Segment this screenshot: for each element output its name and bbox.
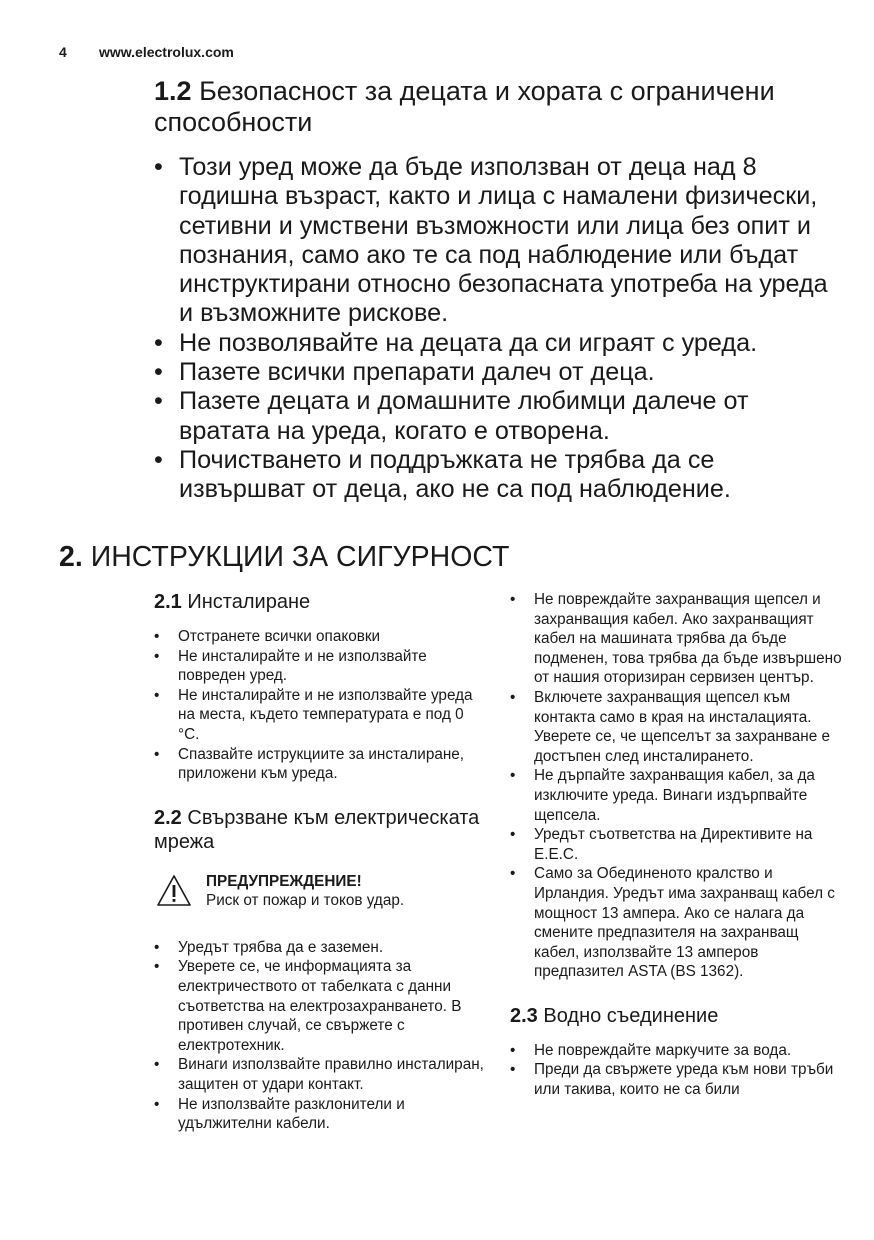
list-item-text: Този уред може да бъде използван от деца над 8 годишна възраст, както и лица с намалени физически, сетивни и умствени възможности или лица без опит и познания, само ако те са под наблюдение или бъдат инструктирани относно безопасната употреба на уреда и възможните рискове. bbox=[179, 153, 828, 328]
list-item bbox=[154, 938, 484, 958]
list-item bbox=[154, 647, 484, 686]
bullet: • bbox=[154, 153, 163, 181]
section-2-1-heading bbox=[154, 590, 484, 614]
bullet: • bbox=[510, 865, 516, 883]
section-2-2-number: 2.2 bbox=[154, 806, 182, 829]
list-item-text: Отстранете всички опаковки bbox=[178, 628, 381, 645]
section-2-1-number: 2.1 bbox=[154, 591, 182, 613]
right-column bbox=[510, 590, 845, 1100]
website-url: www.electrolux.com bbox=[99, 44, 234, 60]
bullet: • bbox=[510, 826, 516, 844]
list-item bbox=[154, 957, 484, 1055]
bullet: • bbox=[154, 445, 163, 474]
section-2-2-list bbox=[154, 938, 484, 1134]
list-item-text: Не дърпайте захранващия кабел, за да изключите уреда. Винаги издърпвайте щепсела. bbox=[534, 767, 815, 824]
section-2-3-list bbox=[510, 1041, 845, 1100]
page-number: 4 bbox=[59, 44, 67, 60]
list-item-text: Не инсталирайте и не използвайте повреден уред. bbox=[178, 647, 427, 685]
warning-triangle-icon bbox=[156, 874, 192, 908]
list-item bbox=[154, 387, 844, 446]
bullet: • bbox=[510, 688, 516, 706]
section-1-2-number: 1.2 bbox=[154, 76, 192, 106]
bullet: • bbox=[154, 1095, 160, 1113]
list-item-text: Спазвайте иструкциите за инсталиране, приложени към уреда. bbox=[178, 745, 465, 783]
bullet: • bbox=[154, 745, 160, 763]
section-1-2-title: Безопасност за децата и хората с ограничени способности bbox=[154, 76, 775, 137]
bullet: • bbox=[510, 1061, 516, 1079]
bullet: • bbox=[154, 958, 160, 976]
bullet: • bbox=[154, 938, 160, 956]
warning-box bbox=[154, 872, 484, 912]
section-2-2-title: Свързване към електрическата мрежа bbox=[154, 806, 480, 853]
list-item bbox=[510, 864, 845, 982]
section-1-2-list bbox=[154, 153, 844, 505]
section-2-title: ИНСТРУКЦИИ ЗА СИГУРНОСТ bbox=[90, 541, 510, 573]
bullet: • bbox=[154, 1056, 160, 1074]
list-item-text: Не повреждайте маркучите за вода. bbox=[534, 1041, 792, 1059]
left-column bbox=[154, 590, 484, 1134]
list-item bbox=[154, 446, 844, 505]
section-2-3-title: Водно съединение bbox=[543, 1004, 719, 1027]
list-item-text: Уверете се, че информацията за електричеството от табелката с данни съответства на електрозахранването. В противен случай, се свържете с електротехник. bbox=[178, 958, 462, 1054]
list-item bbox=[510, 825, 845, 864]
list-item bbox=[510, 688, 845, 766]
section-2-1-title: Инсталиране bbox=[187, 591, 311, 613]
list-item bbox=[154, 358, 844, 387]
bullet: • bbox=[154, 328, 163, 357]
list-item bbox=[154, 329, 844, 358]
list-item bbox=[510, 766, 845, 825]
list-item bbox=[154, 1095, 484, 1134]
bullet: • bbox=[154, 358, 163, 387]
list-item-text: Не инсталирайте и не използвайте уреда на места, където температурата е под 0 °C. bbox=[178, 686, 473, 743]
list-item-text: Не позволявайте на децата да си играят с уреда. bbox=[179, 328, 758, 357]
list-item bbox=[154, 627, 484, 647]
list-item-text: Не използвайте разклонители и удължителни кабели. bbox=[178, 1095, 405, 1133]
list-item-text: Преди да свържете уреда към нови тръби или такива, които не са били bbox=[534, 1061, 834, 1099]
list-item-text: Почистването и поддръжката не трябва да се извършват от деца, ако не са под наблюдение. bbox=[179, 445, 731, 504]
list-item-text: Само за Обединеното кралство и Ирландия. Уредът има захранващ кабел с мощност 13 ампера. Ако се налага да смените предпазителя на захранващ кабел, използвайте 13 амперов предпазител ASTA (BS 1362). bbox=[534, 865, 835, 981]
section-2-2-heading bbox=[154, 806, 484, 854]
page-header bbox=[59, 44, 234, 60]
list-item-text: Уредът трябва да е заземен. bbox=[178, 938, 384, 956]
list-item-text: Не повреждайте захранващия щепсел и захранващия кабел. Ако захранващият кабел на машината трябва да бъде подменен, това трябва да бъде извършено от нашия оторизиран сервизен център. bbox=[534, 591, 842, 687]
bullet: • bbox=[510, 1041, 516, 1059]
bullet: • bbox=[154, 628, 160, 645]
list-item-text: Включете захранващия щепсел към контакта само в края на инсталацията. Уверете се, че щепселът за захранване е достъпен след инсталирането. bbox=[534, 688, 830, 765]
list-item-text: Винаги използвайте правилно инсталиран, защитен от удари контакт. bbox=[178, 1056, 484, 1093]
list-item bbox=[510, 1041, 845, 1061]
list-item bbox=[154, 153, 844, 329]
bullet: • bbox=[510, 767, 516, 785]
section-2-heading bbox=[59, 539, 509, 575]
bullet: • bbox=[154, 647, 160, 665]
list-item-text: Пазете децата и домашните любимци далече от вратата на уреда, когато е отворена. bbox=[179, 387, 749, 445]
bullet: • bbox=[510, 591, 516, 608]
list-item bbox=[154, 1055, 484, 1094]
section-1-2 bbox=[154, 76, 844, 505]
bullet: • bbox=[154, 686, 160, 704]
section-2-3-number: 2.3 bbox=[510, 1004, 538, 1027]
section-2-1-list bbox=[154, 627, 484, 784]
list-item bbox=[154, 686, 484, 745]
list-item bbox=[510, 1060, 845, 1099]
list-item-text: Уредът съответства на Директивите на Е.Е.С. bbox=[534, 826, 813, 863]
list-item bbox=[154, 745, 484, 784]
section-2-number: 2. bbox=[59, 541, 83, 573]
section-2-2-list-continued bbox=[510, 590, 845, 982]
bullet: • bbox=[154, 387, 163, 416]
warning-title: ПРЕДУПРЕЖДЕНИЕ! bbox=[206, 872, 362, 890]
list-item-text: Пазете всички препарати далеч от деца. bbox=[179, 358, 655, 387]
section-2-3-heading bbox=[510, 1004, 845, 1028]
warning-text: Риск от пожар и токов удар. bbox=[206, 891, 405, 909]
list-item bbox=[510, 590, 845, 688]
section-1-2-heading bbox=[154, 76, 844, 138]
